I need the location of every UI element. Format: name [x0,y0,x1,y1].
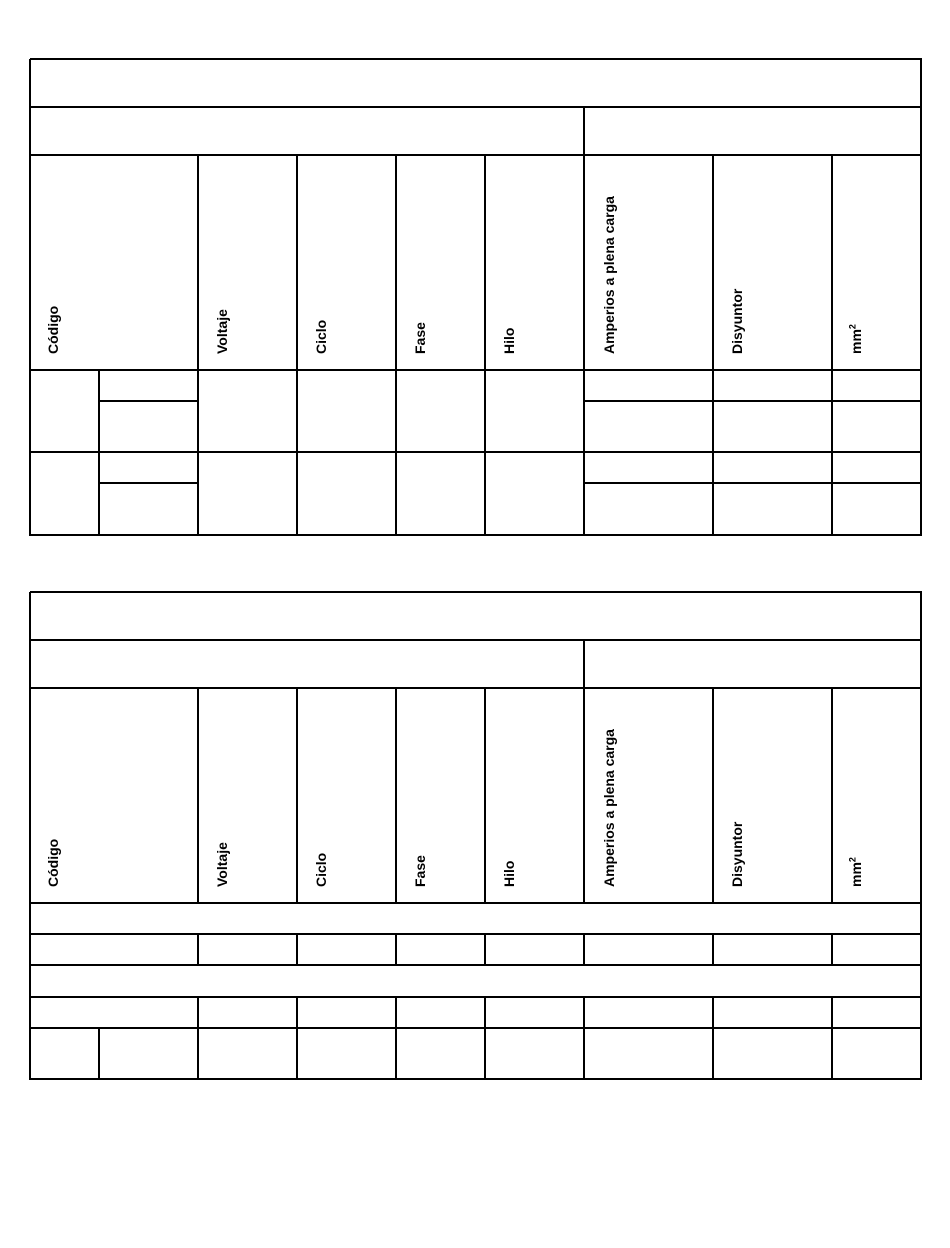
header-voltage [214,309,230,354]
header-col-divider [395,688,397,904]
table-right-border [920,370,922,536]
header-voltage-text: Voltaje [214,842,230,887]
table-left-border [29,59,31,371]
table-left-border [29,370,31,536]
header-mm2-text: mm [848,329,864,354]
header-row-bottom [30,902,922,904]
table-left-border [29,592,31,904]
header-cycle-text: Ciclo [313,852,329,887]
header-cycle [313,853,329,887]
header-voltage-text: Voltaje [214,309,230,354]
table-top-border [30,591,922,593]
header-code [45,306,61,354]
block-divider [30,451,922,453]
body-col-divider [484,370,486,536]
table-right-border [920,903,922,1080]
header-breaker [729,289,745,354]
header-col-divider [583,688,585,904]
header-wire-text: Hilo [501,327,517,354]
table-right-border [920,592,922,904]
header-breaker [729,822,745,887]
body-col-divider [712,370,714,536]
body-col-divider [296,997,298,1029]
header-col-divider [484,688,486,904]
body-col-divider [395,1028,397,1080]
header-phase-text: Fase [412,855,428,887]
title-row-divider [30,639,922,641]
body-col-divider [583,934,585,966]
body-col-divider [197,370,199,536]
header-mm2 [848,857,864,887]
subrow-line [584,400,922,402]
header-col-divider [395,155,397,371]
body-col-divider [484,934,486,966]
header-amps-text: Amperios a plena carga [601,196,617,354]
subrow-line [99,400,199,402]
body-col-divider [583,1028,585,1080]
header-phase [412,855,428,887]
header-mm2-text: mm [848,862,864,887]
subtitle-row-divider [30,154,922,156]
header-row-bottom [30,369,922,371]
header-cycle-text: Ciclo [313,319,329,354]
header-amps [601,196,617,354]
body-col-divider [831,1028,833,1080]
header-mm2-superscript: 2 [847,324,858,330]
table-bottom-border [30,534,922,536]
header-col-divider [712,688,714,904]
body-col-divider [712,934,714,966]
header-wire-text: Hilo [501,860,517,887]
header-col-divider [831,688,833,904]
header-phase [412,322,428,354]
header-col-divider [583,155,585,371]
body-row-line [30,933,922,935]
body-col-divider [712,1028,714,1080]
body-col-divider [712,997,714,1029]
subtitle-row-divider [30,687,922,689]
body-col-divider [296,934,298,966]
body-col-divider [98,370,100,536]
body-col-divider [831,370,833,536]
body-col-divider [197,934,199,966]
table-bottom-border [30,1078,922,1080]
body-col-divider [583,370,585,536]
header-col-divider [712,155,714,371]
body-row-line [30,996,922,998]
body-row-line [30,964,922,966]
header-col-divider [484,155,486,371]
body-col-divider [197,997,199,1029]
header-amps [601,729,617,887]
body-col-divider [197,1028,199,1080]
subtitle-row-split [583,107,585,156]
header-col-divider [296,688,298,904]
body-col-divider [296,1028,298,1080]
body-col-divider [484,997,486,1029]
subrow-line [99,482,199,484]
header-mm2-superscript: 2 [847,857,858,863]
body-col-divider [395,997,397,1029]
subrow-line [584,482,922,484]
subtitle-row-split [583,640,585,689]
header-breaker-text: Disyuntor [729,288,745,354]
body-row-line [30,1027,922,1029]
header-breaker-text: Disyuntor [729,821,745,887]
body-col-divider [395,370,397,536]
header-wire [501,328,517,354]
body-col-divider [296,370,298,536]
header-code-text: Código [45,305,61,354]
header-amps-text: Amperios a plena carga [601,729,617,887]
header-voltage [214,842,230,887]
body-col-divider [831,934,833,966]
body-col-divider [831,997,833,1029]
header-mm2 [848,324,864,354]
body-col-divider [98,1028,100,1080]
table-top-border [30,58,922,60]
header-col-divider [197,155,199,371]
header-col-divider [831,155,833,371]
body-col-divider [484,1028,486,1080]
header-col-divider [296,155,298,371]
header-code-text: Código [45,838,61,887]
body-col-divider [395,934,397,966]
header-wire [501,861,517,887]
table-left-border [29,903,31,1080]
header-col-divider [197,688,199,904]
header-code [45,839,61,887]
table-right-border [920,59,922,371]
body-col-divider [583,997,585,1029]
header-cycle [313,320,329,354]
title-row-divider [30,106,922,108]
header-phase-text: Fase [412,322,428,354]
